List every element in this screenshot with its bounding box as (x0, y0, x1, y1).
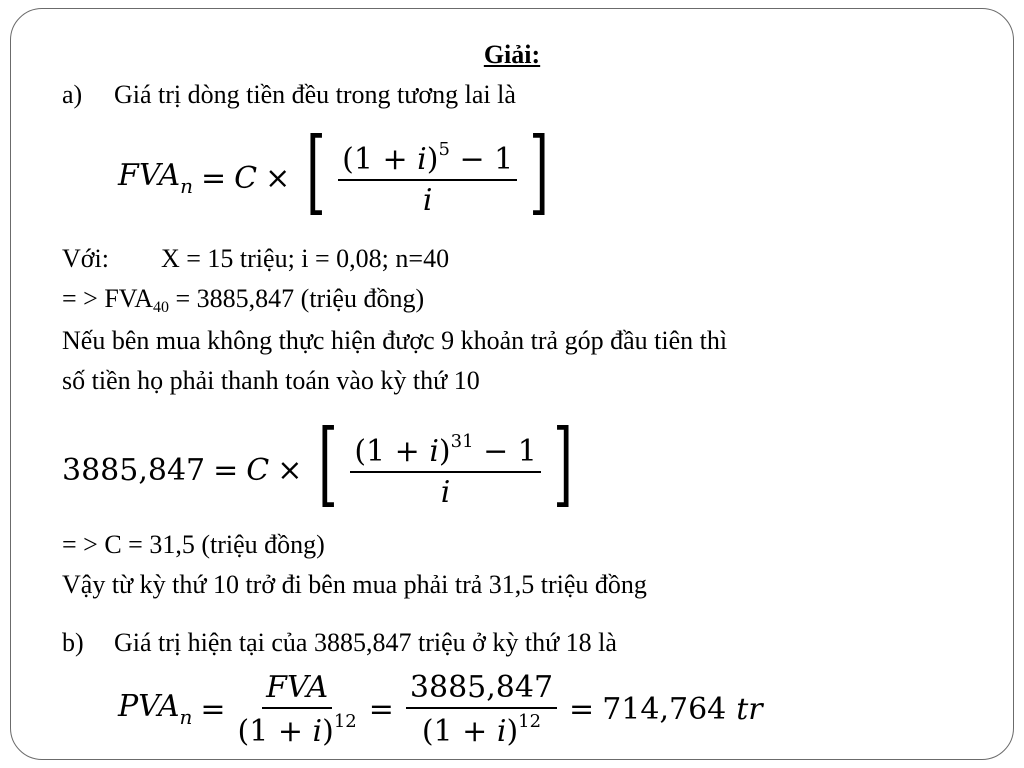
part-a-line (62, 80, 516, 110)
given-label: Với: (62, 244, 109, 273)
result1-prefix: = > FVA (62, 284, 153, 313)
result1-line (62, 284, 424, 314)
formula2-equals: = (213, 452, 239, 488)
formula3-fraction-1 (238, 670, 357, 749)
formula1-fraction (338, 139, 517, 218)
para1-line1: Nếu bên mua không thực hiện được 9 khoản trả góp đầu tiên thì (62, 326, 728, 355)
formula1-c: C (234, 160, 258, 196)
formula3-frac2-numerator: 3885,847 (406, 670, 557, 709)
formula1-equals: = (201, 160, 227, 196)
part-b-text: Giá trị hiện tại của 3885,847 triệu ở kỳ thứ 18 là (114, 628, 617, 657)
result1-sub: 40 (153, 299, 169, 316)
formula-fva (118, 118, 557, 228)
slide-title: Giải: (483, 40, 541, 69)
result1-suffix: = 3885,847 (triệu đồng) (169, 284, 425, 313)
formula1-denominator: i (422, 182, 433, 218)
formula3-frac1-denominator: $(1 + i)^{12}$ (237, 710, 357, 749)
part-b-label: b) (62, 628, 84, 657)
right-bracket: ] (529, 118, 550, 225)
formula3-lhs: $PVA_n$ (118, 689, 193, 729)
part-b-line (62, 628, 617, 658)
formula3-equals-2: = (368, 691, 394, 727)
result2-line: = > C = 31,5 (triệu đồng) (62, 530, 325, 559)
formula-pva (118, 664, 763, 754)
left-bracket: [ (318, 410, 339, 517)
formula3-equals-3: = (569, 691, 595, 727)
formula2-denominator: i (440, 474, 451, 510)
left-bracket: [ (306, 118, 327, 225)
formula3-result: 714,764 (602, 691, 727, 727)
given-line (62, 244, 449, 274)
formula3-fraction-2 (406, 670, 557, 749)
para1-line2: số tiền họ phải thanh toán vào kỳ thứ 10 (62, 366, 480, 395)
part-a-text: Giá trị dòng tiền đều trong tương lai là (114, 80, 516, 109)
formula-payment (62, 410, 581, 520)
given-values: X = 15 triệu; i = 0,08; n=40 (160, 244, 450, 273)
part-a-label: a) (62, 80, 83, 109)
formula2-times: × (277, 452, 303, 488)
formula3-unit: tr (736, 691, 763, 727)
formula2-numerator: $(1 + i)^{31} - 1$ (350, 431, 541, 473)
right-bracket: ] (552, 410, 573, 517)
formula1-times: × (265, 160, 291, 196)
formula1-numerator: $(1 + i)^5 - 1$ (338, 139, 517, 181)
formula3-equals-1: = (200, 691, 226, 727)
formula2-fraction (350, 431, 541, 510)
formula2-lhs: 3885,847 (62, 452, 206, 488)
formula3-frac2-denominator: $(1 + i)^{12}$ (421, 710, 542, 749)
formula2-c: C (246, 452, 270, 488)
conclusion-line: Vậy từ kỳ thứ 10 trở đi bên mua phải trả 31,5 triệu đồng (62, 570, 647, 599)
formula3-frac1-numerator: FVA (262, 670, 332, 709)
formula1-lhs: $FVA_n$ (118, 158, 193, 198)
